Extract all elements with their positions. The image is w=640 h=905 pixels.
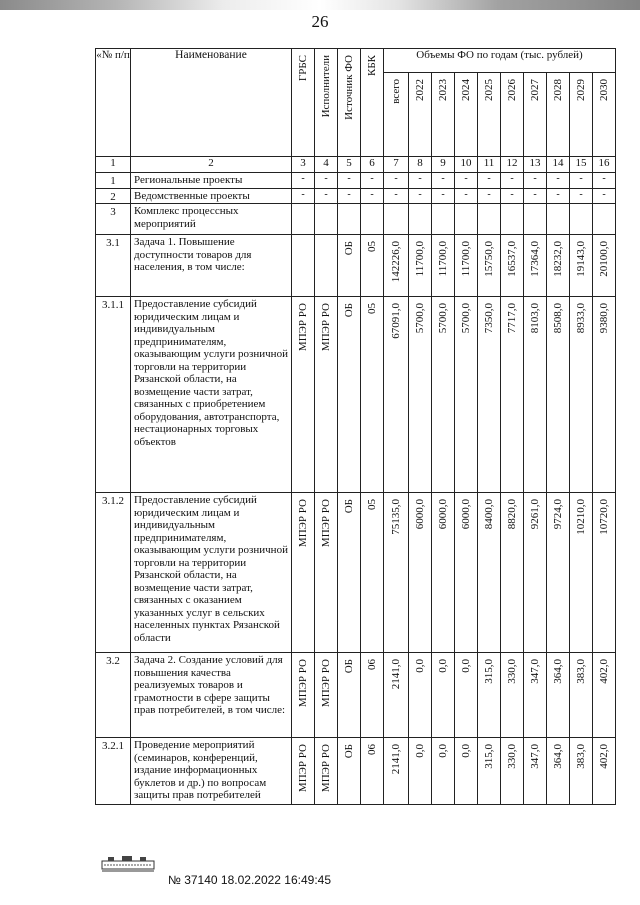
- row-number: 3.1.2: [96, 493, 131, 653]
- table-row: [96, 297, 616, 493]
- cell-year-value: 5700,0: [409, 297, 432, 493]
- cell-year-value: 15750,0: [478, 235, 501, 297]
- row-name: Проведение мероприятий (семинаров, конференций, издание информационных буклетов и др.) по вопросам защиты прав потребителей: [131, 738, 292, 805]
- cell-year-value: 9380,0: [593, 297, 616, 493]
- row-name: Ведомственные проекты: [131, 188, 292, 204]
- row-number: 3.2.1: [96, 738, 131, 805]
- cell-kbk: 06: [361, 653, 384, 738]
- cell-year-value: -: [570, 173, 593, 189]
- cell-year-value: [501, 204, 524, 235]
- cell-year-value: 0,0: [455, 653, 478, 738]
- cell-executor: МПЭР РО: [315, 653, 338, 738]
- header-year: 2026: [501, 73, 524, 157]
- cell-year-value: 11700,0: [455, 235, 478, 297]
- cell-source: -: [338, 173, 361, 189]
- column-numbers-row: [96, 157, 616, 173]
- cell-kbk: 06: [361, 738, 384, 805]
- cell-year-value: -: [501, 173, 524, 189]
- cell-grbs: МПЭР РО: [292, 297, 315, 493]
- col-number: 9: [432, 157, 455, 173]
- cell-year-value: 10210,0: [570, 493, 593, 653]
- cell-year-value: 402,0: [593, 653, 616, 738]
- cell-kbk: 05: [361, 297, 384, 493]
- cell-year-value: -: [455, 173, 478, 189]
- cell-year-value: [524, 204, 547, 235]
- document-registration-stamp: № 37140 18.02.2022 16:49:45: [168, 873, 332, 887]
- cell-year-value: 10720,0: [593, 493, 616, 653]
- col-number: 11: [478, 157, 501, 173]
- header-year: 2030: [593, 73, 616, 157]
- cell-year-value: 8820,0: [501, 493, 524, 653]
- cell-executor: МПЭР РО: [315, 297, 338, 493]
- header-kbk: КБК: [361, 49, 384, 157]
- cell-year-value: 0,0: [409, 738, 432, 805]
- cell-year-value: 16537,0: [501, 235, 524, 297]
- cell-year-value: 5700,0: [432, 297, 455, 493]
- cell-year-value: 402,0: [593, 738, 616, 805]
- cell-year-value: [455, 204, 478, 235]
- cell-year-value: -: [524, 173, 547, 189]
- cell-grbs: МПЭР РО: [292, 493, 315, 653]
- cell-year-value: 5700,0: [455, 297, 478, 493]
- cell-year-value: 347,0: [524, 653, 547, 738]
- row-number: 3.1: [96, 235, 131, 297]
- cell-executor: [315, 204, 338, 235]
- scan-edge: [0, 0, 640, 10]
- cell-total: 75135,0: [384, 493, 409, 653]
- header-year: 2025: [478, 73, 501, 157]
- cell-year-value: [409, 204, 432, 235]
- cell-executor: МПЭР РО: [315, 493, 338, 653]
- cell-source: -: [338, 188, 361, 204]
- cell-year-value: -: [524, 188, 547, 204]
- cell-grbs: [292, 235, 315, 297]
- cell-year-value: -: [501, 188, 524, 204]
- row-number: 3.1.1: [96, 297, 131, 493]
- cell-executor: -: [315, 188, 338, 204]
- cell-year-value: 8103,0: [524, 297, 547, 493]
- cell-year-value: -: [409, 173, 432, 189]
- cell-total: 67091,0: [384, 297, 409, 493]
- cell-year-value: 0,0: [409, 653, 432, 738]
- cell-source: ОБ: [338, 297, 361, 493]
- cell-year-value: 0,0: [432, 738, 455, 805]
- cell-kbk: 05: [361, 493, 384, 653]
- cell-year-value: 8400,0: [478, 493, 501, 653]
- cell-year-value: 18232,0: [547, 235, 570, 297]
- cell-kbk: -: [361, 173, 384, 189]
- cell-kbk: -: [361, 188, 384, 204]
- cell-year-value: -: [432, 188, 455, 204]
- col-number: 4: [315, 157, 338, 173]
- table-row: [96, 235, 616, 297]
- cell-year-value: 7350,0: [478, 297, 501, 493]
- cell-year-value: [478, 204, 501, 235]
- col-number: 5: [338, 157, 361, 173]
- table-row: [96, 493, 616, 653]
- row-name: Комплекс процессных мероприятий: [131, 204, 292, 235]
- page-number: 26: [311, 12, 329, 31]
- row-name: Предоставление субсидий юридическим лицам и индивидуальным предпринимателям, оказывающим услуги розничной торговли на территории Рязанской области, на возмещение части затрат, связанных с оказанием указанных услуг в сельских населенных пунктах Рязанской области: [131, 493, 292, 653]
- cell-year-value: 6000,0: [455, 493, 478, 653]
- header-total: всего: [384, 73, 409, 157]
- cell-grbs: [292, 204, 315, 235]
- row-number: 1: [96, 173, 131, 189]
- cell-year-value: -: [570, 188, 593, 204]
- cell-year-value: -: [409, 188, 432, 204]
- cell-year-value: 0,0: [455, 738, 478, 805]
- row-name: Задача 1. Повышение доступности товаров для населения, в том числе:: [131, 235, 292, 297]
- cell-executor: -: [315, 173, 338, 189]
- col-number: 3: [292, 157, 315, 173]
- cell-year-value: -: [547, 188, 570, 204]
- cell-year-value: 17364,0: [524, 235, 547, 297]
- cell-year-value: 364,0: [547, 738, 570, 805]
- cell-total: [384, 204, 409, 235]
- col-number: 10: [455, 157, 478, 173]
- cell-year-value: 383,0: [570, 653, 593, 738]
- cell-year-value: 9724,0: [547, 493, 570, 653]
- row-name: Предоставление субсидий юридическим лицам и индивидуальным предпринимателям, оказывающим услуги розничной торговли на территории Рязанской области, на возмещение части затрат, связанных с приобретением оборудования, автотранспорта, нестационарных торговых объектов: [131, 297, 292, 493]
- cell-year-value: -: [593, 173, 616, 189]
- budget-table: [95, 48, 616, 805]
- cell-year-value: 315,0: [478, 653, 501, 738]
- cell-year-value: 6000,0: [432, 493, 455, 653]
- cell-year-value: 8933,0: [570, 297, 593, 493]
- cell-year-value: 6000,0: [409, 493, 432, 653]
- cell-source: ОБ: [338, 738, 361, 805]
- cell-year-value: 20100,0: [593, 235, 616, 297]
- header-executors: Исполнители: [315, 49, 338, 157]
- header-grbs: ГРБС: [292, 49, 315, 157]
- cell-year-value: 0,0: [432, 653, 455, 738]
- cell-total: 142226,0: [384, 235, 409, 297]
- col-number: 13: [524, 157, 547, 173]
- row-number: 2: [96, 188, 131, 204]
- cell-year-value: -: [432, 173, 455, 189]
- cell-year-value: 315,0: [478, 738, 501, 805]
- col-number: 2: [131, 157, 292, 173]
- header-volumes: Объемы ФО по годам (тыс. рублей): [384, 49, 616, 73]
- header-year: 2022: [409, 73, 432, 157]
- header-name: Наименование: [131, 49, 292, 157]
- cell-kbk: [361, 204, 384, 235]
- cell-year-value: -: [478, 188, 501, 204]
- cell-year-value: -: [455, 188, 478, 204]
- cell-grbs: МПЭР РО: [292, 738, 315, 805]
- cell-year-value: 7717,0: [501, 297, 524, 493]
- col-number: 16: [593, 157, 616, 173]
- cell-year-value: [593, 204, 616, 235]
- col-number: 15: [570, 157, 593, 173]
- emblem-stamp-icon: [100, 855, 158, 873]
- table-row: [96, 738, 616, 805]
- cell-year-value: [570, 204, 593, 235]
- table-row: [96, 173, 616, 189]
- row-name: Региональные проекты: [131, 173, 292, 189]
- cell-year-value: 330,0: [501, 653, 524, 738]
- cell-year-value: 364,0: [547, 653, 570, 738]
- col-number: 7: [384, 157, 409, 173]
- cell-year-value: 347,0: [524, 738, 547, 805]
- cell-source: ОБ: [338, 653, 361, 738]
- header-year: 2028: [547, 73, 570, 157]
- cell-executor: МПЭР РО: [315, 738, 338, 805]
- cell-grbs: МПЭР РО: [292, 653, 315, 738]
- cell-year-value: 11700,0: [409, 235, 432, 297]
- cell-year-value: 9261,0: [524, 493, 547, 653]
- col-number: 6: [361, 157, 384, 173]
- cell-year-value: [547, 204, 570, 235]
- table-row: [96, 204, 616, 235]
- row-number: 3: [96, 204, 131, 235]
- cell-source: ОБ: [338, 235, 361, 297]
- cell-total: 2141,0: [384, 653, 409, 738]
- cell-year-value: [432, 204, 455, 235]
- cell-grbs: -: [292, 173, 315, 189]
- cell-total: -: [384, 188, 409, 204]
- cell-source: [338, 204, 361, 235]
- col-number: 14: [547, 157, 570, 173]
- cell-year-value: 19143,0: [570, 235, 593, 297]
- header-year: 2027: [524, 73, 547, 157]
- header-year: 2023: [432, 73, 455, 157]
- cell-year-value: -: [593, 188, 616, 204]
- cell-kbk: 05: [361, 235, 384, 297]
- row-name: Задача 2. Создание условий для повышения качества реализуемых товаров и грамотности в сфере защиты прав потребителей, в том числе:: [131, 653, 292, 738]
- cell-total: 2141,0: [384, 738, 409, 805]
- cell-executor: [315, 235, 338, 297]
- header-source: Источник ФО: [338, 49, 361, 157]
- header-year: 2024: [455, 73, 478, 157]
- col-number: 8: [409, 157, 432, 173]
- row-number: 3.2: [96, 653, 131, 738]
- col-number: 12: [501, 157, 524, 173]
- cell-year-value: 330,0: [501, 738, 524, 805]
- cell-year-value: -: [547, 173, 570, 189]
- cell-year-value: 383,0: [570, 738, 593, 805]
- header-year: 2029: [570, 73, 593, 157]
- cell-grbs: -: [292, 188, 315, 204]
- cell-year-value: -: [478, 173, 501, 189]
- cell-year-value: 8508,0: [547, 297, 570, 493]
- cell-total: -: [384, 173, 409, 189]
- table-row: [96, 653, 616, 738]
- header-no: «№ п/п: [96, 49, 131, 157]
- col-number: 1: [96, 157, 131, 173]
- cell-source: ОБ: [338, 493, 361, 653]
- cell-year-value: 11700,0: [432, 235, 455, 297]
- table-row: [96, 188, 616, 204]
